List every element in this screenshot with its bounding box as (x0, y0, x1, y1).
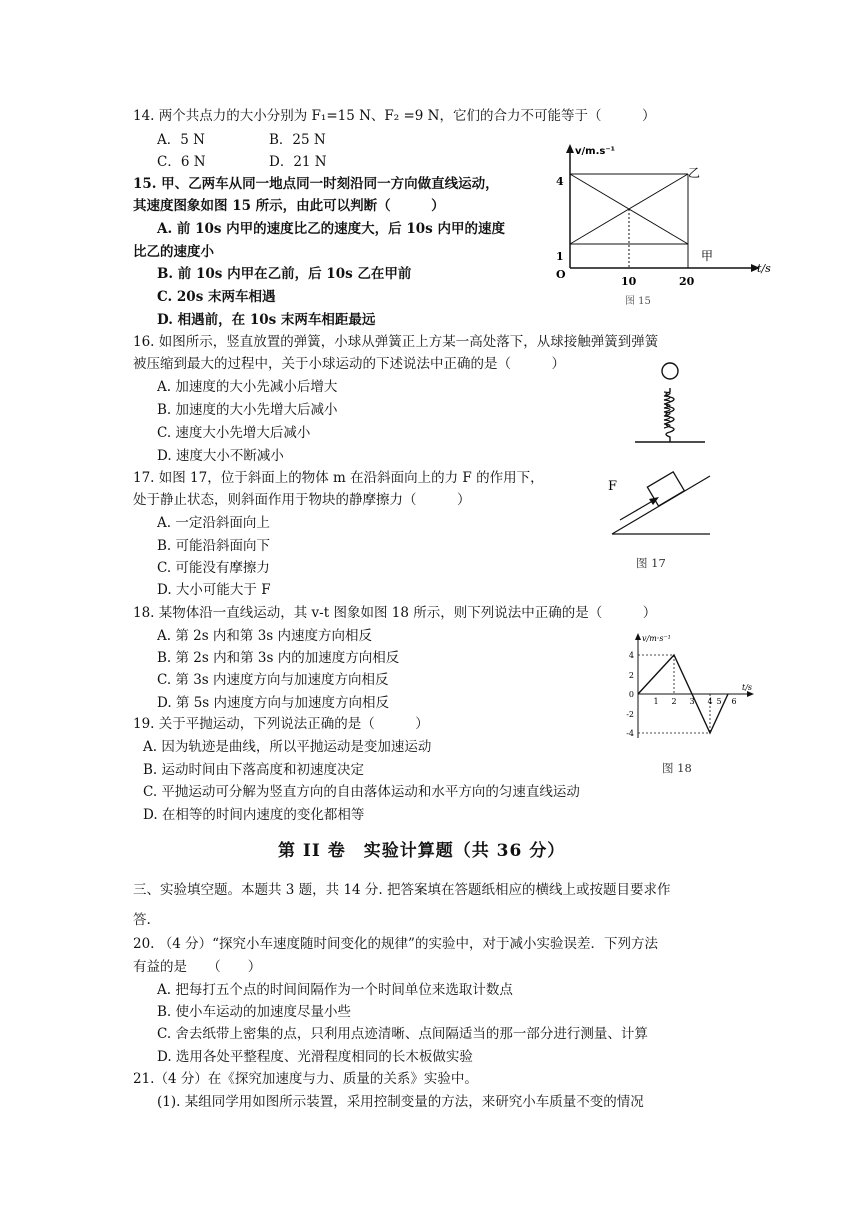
figure-15-vt-graph (545, 140, 785, 310)
fig15-y-axis-label: v/m.s⁻¹ (575, 146, 615, 157)
fig15-y-tick-low: 1 (556, 250, 564, 263)
fig18-x-tick: 6 (731, 697, 737, 706)
q16-option-c: C. 速度大小先增大后减小 (157, 425, 311, 441)
q18-stem: 18. 某物体沿一直线运动，其 v-t 图象如图 18 所示，则下列说法中正确的是（ ） (133, 605, 657, 621)
part3-instructions-line2: 答. (133, 912, 151, 928)
q15-stem-line2: 其速度图象如图 15 所示，由此可以判断（ ） (133, 198, 445, 214)
fig18-x-tick: 5 (716, 697, 722, 706)
q19-stem: 19. 关于平抛运动，下列说法正确的是（ ） (133, 716, 429, 732)
section-2-heading: 第 II 卷 实验计算题（共 36 分） (278, 841, 566, 861)
q14-stem: 14. 两个共点力的大小分别为 F₁=15 N、F₂ =9 N，它们的合力不可能等于（ ） (133, 108, 656, 124)
q14-option-d: D．21 N (269, 154, 327, 170)
q20-stem-line1: 20. （4 分）“探究小车速度随时间变化的规律”的实验中，对于减小实验误差．下列方法 (133, 936, 658, 952)
q15-option-d: D. 相遇前，在 10s 末两车相距最远 (157, 312, 376, 328)
q14-option-a: A．5 N (157, 132, 205, 148)
part3-instructions-line1: 三、实验填空题。本题共 3 题，共 14 分. 把答案填在答题纸相应的横线上或按题目要求作 (133, 882, 671, 898)
fig18-y-tick: -4 (626, 729, 634, 738)
q19-option-b: B. 运动时间由下落高度和初速度决定 (143, 762, 365, 778)
q19-option-a: A. 因为轨迹是曲线，所以平抛运动是变加速运动 (143, 739, 432, 755)
q21-stem: 21.（4 分）在《探究加速度与力、质量的关系》实验中。 (133, 1071, 478, 1087)
fig17-force-label: F (608, 479, 618, 494)
ball-icon (662, 363, 678, 379)
q15-option-a-line2: 比乙的速度小 (133, 244, 214, 260)
figure-18-vt-graph (620, 632, 760, 744)
fig15-origin-label: O (556, 268, 566, 281)
fig15-x-tick-mid: 10 (621, 275, 637, 288)
fig15-label-yi: 乙 (688, 166, 701, 180)
q21-sub1: (1). 某组同学用如图所示装置，采用控制变量的方法，来研究小车质量不变的情况 (157, 1094, 644, 1110)
fig18-x-axis-label: t/s (742, 683, 753, 692)
figure-17-incline (600, 466, 720, 540)
q20-option-b: B. 使小车运动的加速度尽量小些 (157, 1004, 352, 1020)
q20-stem-line2: 有益的是 （ ） (133, 959, 262, 975)
q14-option-b: B．25 N (269, 132, 326, 148)
q18-option-a: A. 第 2s 内和第 3s 内速度方向相反 (157, 628, 373, 644)
q15-option-a-line1: A. 前 10s 内甲的速度比乙的速度大，后 10s 内甲的速度 (157, 221, 505, 237)
fig15-caption: 图 15 (625, 296, 651, 307)
fig18-caption: 图 18 (662, 761, 692, 775)
q16-option-d: D. 速度大小不断减小 (157, 448, 284, 464)
fig18-x-tick: 1 (653, 697, 659, 706)
fig15-y-tick-high: 4 (556, 175, 564, 188)
fig18-x-tick: 3 (689, 697, 695, 706)
q16-option-b: B. 加速度的大小先增大后减小 (157, 402, 338, 418)
q19-option-d: D. 在相等的时间内速度的变化都相等 (143, 807, 365, 823)
fig15-x-axis-label: t/s (757, 262, 771, 275)
fig18-y-tick: -2 (626, 710, 634, 719)
fig18-y-tick: 2 (628, 671, 634, 680)
q17-option-d: D. 大小可能大于 F (157, 582, 271, 598)
figure-16-spring-ball (630, 358, 710, 450)
q17-option-c: C. 可能没有摩擦力 (157, 560, 270, 576)
q15-option-c: C. 20s 末两车相遇 (157, 289, 276, 305)
fig17-caption: 图 17 (636, 556, 666, 570)
q14-option-c: C．6 N (157, 154, 206, 170)
q20-option-c: C. 舍去纸带上密集的点，只利用点迹清晰、点间隔适当的那一部分进行测量、计算 (157, 1026, 648, 1042)
q16-stem-line1: 16. 如图所示，竖直放置的弹簧，小球从弹簧正上方某一高处落下，从球接触弹簧到弹簧 (133, 334, 659, 350)
q19-option-c: C. 平抛运动可分解为竖直方向的自由落体运动和水平方向的匀速直线运动 (143, 784, 580, 800)
fig18-y-tick: 0 (628, 690, 634, 699)
q17-option-b: B. 可能沿斜面向下 (157, 538, 271, 554)
q16-option-a: A. 加速度的大小先减小后增大 (157, 379, 338, 395)
fig18-y-axis-label: v/m·s⁻¹ (642, 634, 671, 643)
force-arrow (620, 499, 656, 520)
q15-option-b: B. 前 10s 内甲在乙前，后 10s 乙在甲前 (157, 266, 412, 282)
fig18-x-tick: 4 (707, 697, 713, 706)
q20-option-a: A. 把每打五个点的时间间隔作为一个时间单位来选取计数点 (157, 982, 513, 998)
fig18-x-tick: 2 (671, 697, 677, 706)
q17-stem-line2: 处于静止状态，则斜面作用于物块的静摩擦力（ ） (133, 492, 471, 508)
fig15-x-tick-end: 20 (679, 275, 695, 288)
q18-option-c: C. 第 3s 内速度方向与加速度方向相反 (157, 672, 389, 688)
fig15-label-jia: 甲 (701, 249, 714, 263)
q17-option-a: A. 一定沿斜面向上 (157, 515, 270, 531)
q16-stem-line2: 被压缩到最大的过程中，关于小球运动的下述说法中正确的是（ ） (133, 356, 565, 372)
q15-stem-line1: 15. 甲、乙两车从同一地点同一时刻沿同一方向做直线运动， (133, 176, 499, 192)
q18-option-d: D. 第 5s 内速度方向与加速度方向相反 (157, 695, 390, 711)
q17-stem-line1: 17. 如图 17，位于斜面上的物体 m 在沿斜面向上的力 F 的作用下， (133, 470, 544, 486)
fig18-y-tick: 4 (628, 651, 634, 660)
q20-option-d: D. 选用各处平整程度、光滑程度相同的长木板做实验 (157, 1049, 473, 1065)
q18-option-b: B. 第 2s 内和第 3s 内的加速度方向相反 (157, 650, 400, 666)
